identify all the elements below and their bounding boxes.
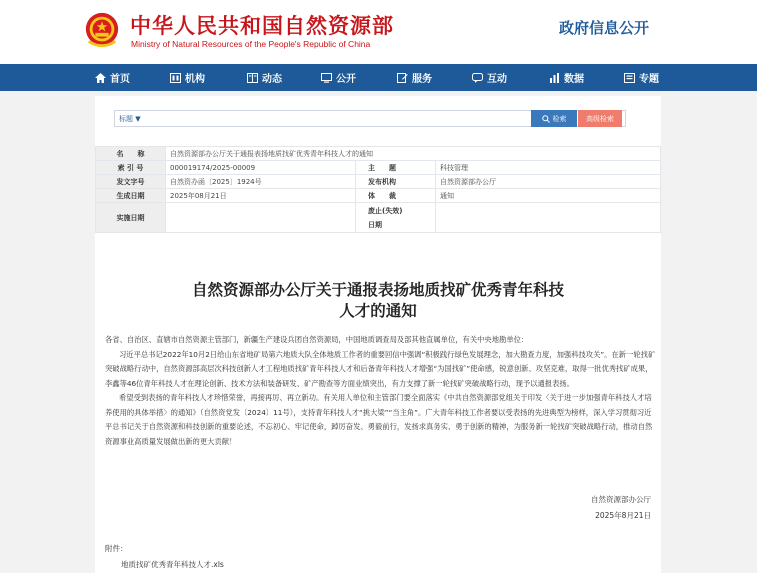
nav-item-interact[interactable] [472, 64, 507, 91]
nav-label-service: 服务 [412, 74, 432, 85]
meta-label-expire-line1: 废止(失效) [368, 206, 403, 215]
news-icon [247, 73, 258, 83]
edit-icon [397, 73, 408, 83]
attachment-label: 附件： [105, 544, 128, 553]
site-title-cn[interactable]: 中华人民共和国自然资源部 [130, 13, 394, 38]
meta-value-impl [166, 203, 356, 233]
chart-icon [549, 73, 560, 83]
nav-item-home[interactable] [95, 64, 130, 91]
nav-label-org: 机构 [185, 74, 205, 85]
meta-label-index: 索 引 号 [96, 161, 166, 175]
document-info-table [95, 146, 661, 233]
meta-value-genre: 通知 [436, 189, 661, 203]
article-body [105, 333, 657, 449]
meta-label-genre: 体 裁 [356, 189, 436, 203]
article-paragraph: 希望受到表扬的青年科技人才珍惜荣誉，再接再厉、再立新功。有关用人单位和主管部门要全面落实《中共自然资源部党组关于印发〈关于进一步加强青年科技人才培养使用的具体举措〉的通知》（自然资党发〔2024〕11号），支持青年科技人才“挑大梁”“当主角”。广大青年科技工作者要以受表扬的先进典型为榜样，深入学习贯彻习近平总书记关于自然资源和科技创新的重要论述，不忘初心、牢记使命，踔厉奋发、勇毅前行，发扬求真务实、勇于创新的精神，为服务新一轮找矿突破战略行动，推动自然资源事业高质量发展做出新的更大贡献！ [105, 393, 653, 446]
chat-icon [472, 73, 483, 83]
org-icon [170, 73, 181, 83]
meta-label-topic: 主 题 [356, 161, 436, 175]
meta-value-issuer: 自然资源部办公厅 [436, 175, 661, 189]
meta-label-docno: 发文字号 [96, 175, 166, 189]
signature-date: 2025年8月21日 [595, 511, 651, 520]
meta-value-topic: 科技管理 [436, 161, 661, 175]
nav-label-home: 首页 [110, 74, 130, 85]
meta-value-docno: 自然资办函〔2025〕1924号 [166, 175, 356, 189]
meta-label-expire-line2: 日期 [368, 220, 382, 229]
main-nav [0, 64, 757, 91]
nav-item-topic[interactable] [624, 64, 659, 91]
meta-label-name: 名 称 [96, 147, 166, 161]
monitor-icon [321, 73, 332, 83]
search-type-select[interactable]: 标题 ▼ [119, 114, 141, 123]
meta-label-issuer: 发布机构 [356, 175, 436, 189]
section-title[interactable]: 政府信息公开 [559, 19, 650, 37]
nav-label-data: 数据 [564, 74, 584, 85]
article-salutation: 各省、自治区、直辖市自然资源主管部门，新疆生产建设兵团自然资源局，中国地质调查局及部其他直属单位，有关中央地勘单位： [105, 335, 529, 344]
signature-block [531, 492, 651, 524]
meta-value-index: 000019174/2025-00009 [166, 161, 356, 175]
nav-label-news: 动态 [262, 74, 282, 85]
meta-label-impl: 实施日期 [96, 203, 166, 233]
site-title-en: Ministry of Natural Resources of the People's Republic of China [131, 39, 371, 49]
search-icon [542, 115, 550, 123]
national-emblem-icon[interactable] [83, 10, 121, 50]
nav-label-interact: 互动 [487, 74, 507, 85]
meta-label-date: 生成日期 [96, 189, 166, 203]
nav-item-org[interactable] [170, 64, 205, 91]
content-panel [95, 96, 661, 573]
book-icon [624, 73, 635, 83]
nav-label-public: 公开 [336, 74, 356, 85]
meta-value-name: 自然资源部办公厅关于通报表扬地质找矿优秀青年科技人才的通知 [166, 147, 661, 161]
search-button-label: 检索 [552, 114, 567, 123]
nav-item-data[interactable] [549, 64, 584, 91]
home-icon [95, 73, 106, 83]
nav-item-news[interactable] [247, 64, 282, 91]
meta-label-expire [356, 203, 436, 233]
advanced-search-button[interactable]: 高级检索 [578, 110, 622, 127]
nav-item-public[interactable] [321, 64, 356, 91]
article-paragraph: 习近平总书记2022年10月2日给山东省地矿局第六地质大队全体地质工作者的重要回信中强调“积极践行绿色发展理念，加大勘查力度，加强科技攻关”。在新一轮找矿突破战略行动中，自然资源部高层次科技创新人才工程地质找矿青年科技人才和后备青年科技人才增强“为国找矿”使命感，锐意创新、攻坚克难，取得一批优秀找矿成果，李鑫等46位青年科技人才在理论创新、技术方法和装备研发、矿产勘查等方面业绩突出，有力支撑了新一轮找矿突破战略行动，现予以通报表扬。 [105, 349, 656, 388]
search-button[interactable] [531, 110, 577, 127]
meta-value-date: 2025年08月21日 [166, 189, 356, 203]
article-title-line1: 自然资源部办公厅关于通报表扬地质找矿优秀青年科技 [191, 281, 564, 299]
attachment-link[interactable]: 地质找矿优秀青年科技人才.xls [121, 560, 224, 569]
nav-label-topic: 专题 [639, 74, 659, 85]
meta-value-expire [436, 203, 661, 233]
site-header [0, 0, 757, 64]
signature-org: 自然资源部办公厅 [591, 495, 651, 504]
article-title-line2: 人才的通知 [339, 302, 417, 320]
article-title [165, 280, 591, 322]
nav-item-service[interactable] [397, 64, 432, 91]
